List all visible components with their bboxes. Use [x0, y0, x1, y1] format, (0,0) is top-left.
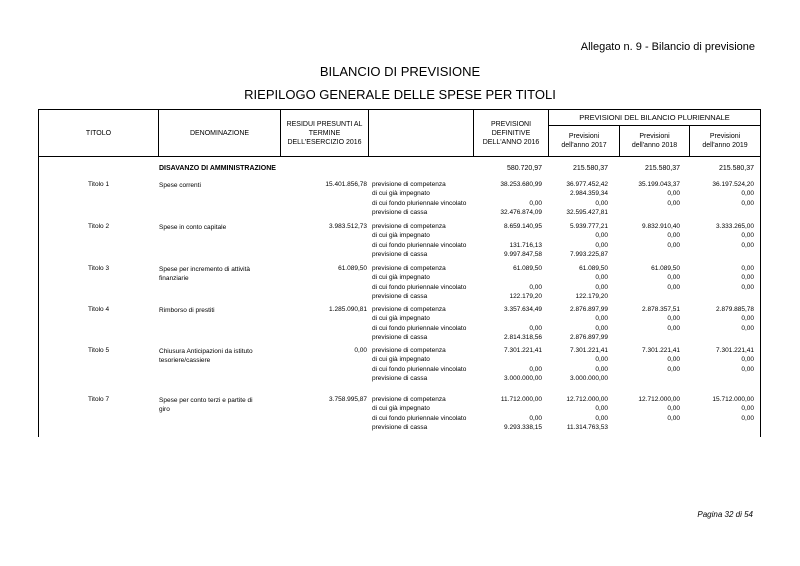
row-titolo: Titolo 3 [88, 265, 110, 272]
row-value-2017: 3.000.000,00 [570, 374, 608, 382]
col-residui: RESIDUI PRESUNTI AL TERMINE DELL'ESERCIZIO 2016 [281, 110, 369, 156]
row-value-2017: 32.595.427,81 [566, 208, 608, 216]
row-value-2016: 3.000.000,00 [504, 374, 542, 382]
col-anno-2019: Previsioni dell'anno 2019 [702, 133, 748, 149]
row-value-2016: 0,00 [529, 324, 542, 332]
row-value-2017: 61.089,50 [579, 265, 608, 272]
row-tipo: previsione di cassa [372, 333, 428, 341]
row-value-2019: 0,00 [741, 356, 754, 364]
row-residui: 0,00 [354, 347, 367, 354]
row-denominazione: Rimborso di prestiti [159, 307, 215, 314]
row-value-2016: 7.301.221,41 [504, 347, 542, 354]
row-value-2019: 0,00 [741, 405, 754, 413]
col-previsioni-definitive: PREVISIONI DEFINITIVE DELL'ANNO 2016 [474, 110, 549, 156]
row-value-2017: 36.977.452,42 [566, 181, 608, 188]
row-value-2018: 0,00 [667, 414, 680, 422]
row-tipo: di cui già impegnato [372, 405, 430, 413]
row-tipo: previsione di competenza [372, 223, 446, 230]
row-residui: 3.758.995,87 [329, 396, 367, 403]
row-value-2017: 7.993.225,87 [570, 250, 608, 258]
row-titolo: Titolo 5 [88, 347, 110, 354]
row-value-2017: 2.876.897,99 [570, 306, 608, 313]
row-value-2017: 0,00 [595, 405, 608, 413]
row-tipo: di cui fondo pluriennale vincolato [372, 365, 467, 373]
row-value-2018: 61.089,50 [651, 265, 680, 272]
row-value-2018: 35.199.043,37 [638, 181, 680, 188]
row-value-2017: 0,00 [595, 283, 608, 291]
row-value-2016: 122.179,20 [509, 292, 542, 300]
table-header [38, 109, 761, 157]
row-value-2018: 0,00 [667, 190, 680, 198]
row-titolo: Titolo 1 [88, 181, 110, 188]
row-value-2018: 0,00 [667, 365, 680, 373]
row-value-2016: 131.716,13 [509, 241, 542, 249]
disavanzo-2018: 215.580,37 [644, 165, 680, 172]
row-value-2019: 0,00 [741, 315, 754, 323]
row-tipo: di cui già impegnato [372, 315, 430, 323]
row-value-2018: 0,00 [667, 356, 680, 364]
row-value-2016: 0,00 [529, 365, 542, 373]
row-tipo: di cui già impegnato [372, 190, 430, 198]
row-value-2017: 0,00 [595, 324, 608, 332]
row-value-2019: 0,00 [741, 283, 754, 291]
col-pluriennale: PREVISIONI DEL BILANCIO PLURIENNALE [549, 110, 760, 126]
row-value-2017: 0,00 [595, 232, 608, 240]
row-tipo: di cui già impegnato [372, 356, 430, 364]
row-residui: 61.089,50 [338, 265, 367, 272]
row-value-2018: 9.832.910,40 [642, 223, 680, 230]
row-tipo: previsione di cassa [372, 374, 428, 382]
page-number: Pagina 32 di 54 [697, 510, 753, 519]
row-tipo: previsione di competenza [372, 181, 446, 188]
row-value-2017: 0,00 [595, 315, 608, 323]
col-anno-2018: Previsioni dell'anno 2018 [620, 126, 690, 156]
row-tipo: previsione di cassa [372, 292, 428, 300]
row-value-2017: 122.179,20 [575, 292, 608, 300]
row-tipo: di cui fondo pluriennale vincolato [372, 324, 467, 332]
row-residui: 3.983.512,73 [329, 223, 367, 230]
row-value-2018: 0,00 [667, 274, 680, 282]
row-tipo: di cui fondo pluriennale vincolato [372, 414, 467, 422]
disavanzo-2019: 215.580,37 [718, 165, 754, 172]
row-tipo: previsione di cassa [372, 250, 428, 258]
row-value-2016: 8.659.140,95 [504, 223, 542, 230]
row-tipo: di cui fondo pluriennale vincolato [372, 241, 467, 249]
row-value-2017: 7.301.221,41 [570, 347, 608, 354]
row-tipo: previsione di competenza [372, 396, 446, 403]
row-value-2016: 32.476.874,09 [500, 208, 542, 216]
row-value-2017: 0,00 [595, 274, 608, 282]
disavanzo-2016: 580.720,97 [506, 165, 542, 172]
page-title: BILANCIO DI PREVISIONE [319, 64, 481, 79]
row-value-2017: 2.984.359,34 [570, 190, 608, 198]
row-value-2017: 2.876.897,99 [570, 333, 608, 341]
row-value-2017: 0,00 [595, 365, 608, 373]
row-value-2018: 0,00 [667, 283, 680, 291]
row-value-2016: 2.814.318,56 [504, 333, 542, 341]
row-tipo: di cui già impegnato [372, 274, 430, 282]
disavanzo-label: DISAVANZO DI AMMINISTRAZIONE [159, 165, 276, 172]
row-value-2018: 0,00 [667, 232, 680, 240]
row-tipo: previsione di competenza [372, 306, 446, 313]
row-value-2019: 7.301.221,41 [716, 347, 754, 354]
col-denominazione: DENOMINAZIONE [159, 110, 281, 156]
row-tipo: di cui già impegnato [372, 232, 430, 240]
row-value-2019: 0,00 [741, 199, 754, 207]
row-value-2016: 11.712.000,00 [500, 396, 542, 403]
row-value-2019: 2.879.885,78 [716, 306, 754, 313]
col-titolo: TITOLO [39, 110, 159, 156]
row-denominazione: Spese per incremento di attività finanziarie [159, 266, 251, 282]
disavanzo-2017: 215.580,37 [572, 165, 608, 172]
row-tipo: di cui fondo pluriennale vincolato [372, 283, 467, 291]
row-value-2016: 0,00 [529, 199, 542, 207]
row-value-2018: 0,00 [667, 241, 680, 249]
row-value-2016: 61.089,50 [513, 265, 542, 272]
row-denominazione: Spese correnti [159, 182, 201, 189]
row-titolo: Titolo 7 [88, 396, 110, 403]
row-value-2019: 0,00 [741, 414, 754, 422]
row-value-2017: 0,00 [595, 199, 608, 207]
col-tipo [369, 110, 474, 156]
row-denominazione: Spese per conto terzi e partite di giro [159, 397, 253, 413]
row-value-2017: 11.314.763,53 [566, 423, 608, 431]
row-tipo: previsione di competenza [372, 265, 446, 272]
row-tipo: di cui fondo pluriennale vincolato [372, 199, 467, 207]
row-value-2017: 0,00 [595, 241, 608, 249]
row-value-2016: 0,00 [529, 414, 542, 422]
row-value-2018: 7.301.221,41 [642, 347, 680, 354]
row-value-2016: 9.293.338,15 [504, 423, 542, 431]
row-denominazione: Chiusura Anticipazioni da istituto tesoriere/cassiere [159, 348, 253, 364]
row-value-2019: 0,00 [741, 324, 754, 332]
row-tipo: previsione di cassa [372, 423, 428, 431]
row-value-2016: 0,00 [529, 283, 542, 291]
row-value-2017: 12.712.000,00 [566, 396, 608, 403]
col-anno-2017: Previsioni dell'anno 2017 [549, 126, 620, 156]
row-value-2019: 0,00 [741, 274, 754, 282]
row-value-2018: 0,00 [667, 315, 680, 323]
row-value-2016: 9.997.847,58 [504, 250, 542, 258]
row-tipo: previsione di competenza [372, 347, 446, 354]
row-value-2017: 0,00 [595, 356, 608, 364]
allegato-label: Allegato n. 9 - Bilancio di previsione [580, 41, 755, 53]
row-titolo: Titolo 4 [88, 306, 110, 313]
row-titolo: Titolo 2 [88, 223, 110, 230]
row-value-2019: 0,00 [741, 190, 754, 198]
row-residui: 1.285.090,81 [329, 306, 367, 313]
row-value-2019: 0,00 [741, 365, 754, 373]
row-value-2019: 3.333.265,00 [716, 223, 754, 230]
row-value-2018: 0,00 [667, 199, 680, 207]
row-value-2016: 38.253.680,99 [500, 181, 542, 188]
row-value-2019: 36.197.524,20 [712, 181, 754, 188]
row-value-2018: 0,00 [667, 324, 680, 332]
row-value-2017: 5.939.777,21 [570, 223, 608, 230]
row-value-2018: 2.878.357,51 [642, 306, 680, 313]
row-value-2018: 0,00 [667, 405, 680, 413]
row-tipo: previsione di cassa [372, 208, 428, 216]
row-value-2019: 15.712.000,00 [712, 396, 754, 403]
row-value-2016: 3.357.634,49 [504, 306, 542, 313]
row-value-2019: 0,00 [741, 241, 754, 249]
row-value-2018: 12.712.000,00 [638, 396, 680, 403]
page-subtitle: RIEPILOGO GENERALE DELLE SPESE PER TITOLI [244, 87, 556, 102]
row-value-2019: 0,00 [741, 232, 754, 240]
row-value-2019: 0,00 [741, 265, 754, 272]
row-value-2017: 0,00 [595, 414, 608, 422]
row-residui: 15.401.856,78 [325, 181, 367, 188]
row-denominazione: Spese in conto capitale [159, 224, 227, 231]
